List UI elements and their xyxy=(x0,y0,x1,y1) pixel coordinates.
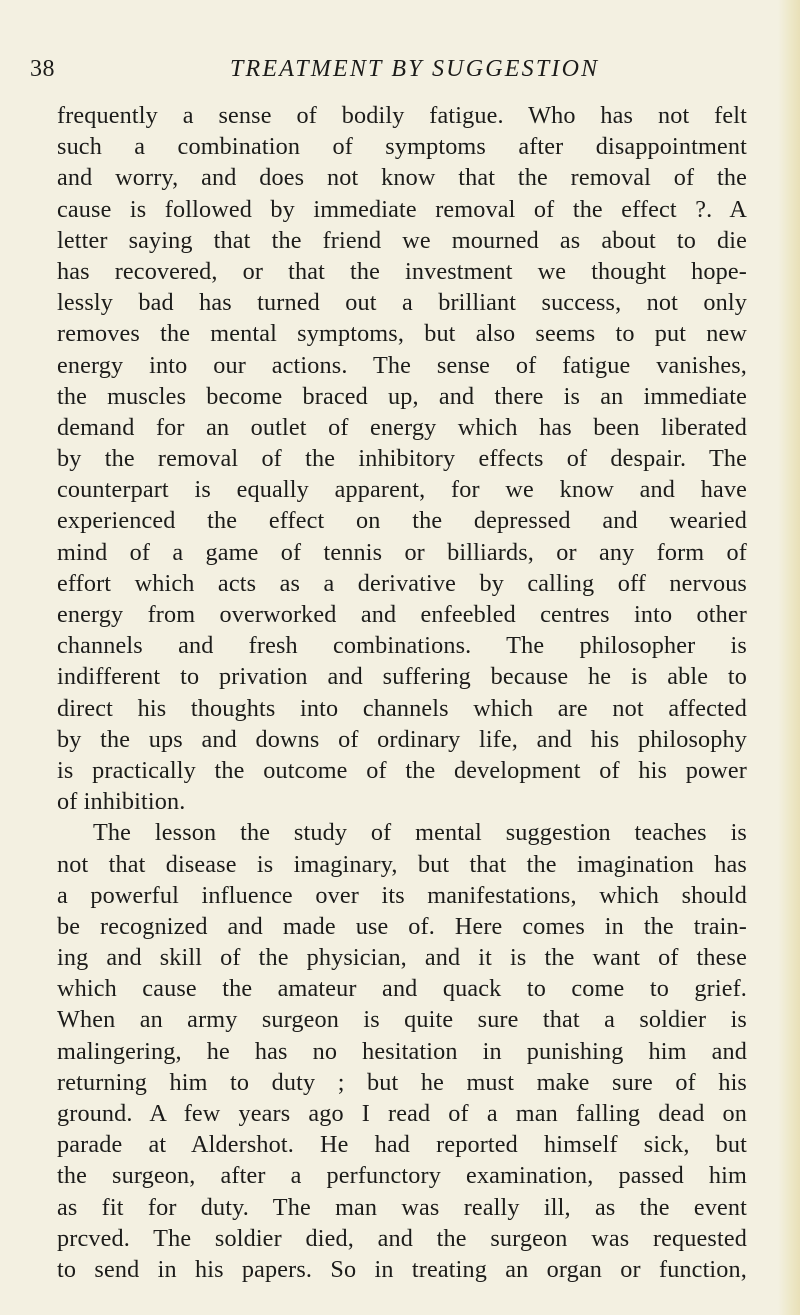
text-line: direct his thoughts into channels which are not affected xyxy=(57,694,747,722)
text-line: and worry, and does not know that the removal of the xyxy=(57,164,747,192)
text-line: effort which acts as a derivative by calling off nervous xyxy=(57,569,747,597)
text-line: has recovered, or that the investment we thought hope- xyxy=(57,257,747,285)
text-line: letter saying that the friend we mourned as about to die xyxy=(57,226,747,254)
page-header xyxy=(30,56,742,88)
text-line: demand for an outlet of energy which has been liberated xyxy=(57,413,747,441)
text-line: ing and skill of the physician, and it is the want of these xyxy=(57,944,747,972)
text-line: energy from overworked and enfeebled centres into other xyxy=(57,601,747,628)
text-line: mind of a game of tennis or billiards, or any form of xyxy=(57,538,747,566)
text-line: the muscles become braced up, and there is an immediate xyxy=(57,382,747,410)
text-line: as fit for duty. The man was really ill, as the event xyxy=(57,1193,747,1221)
page-edge-shading xyxy=(778,0,800,1315)
text-line: by the removal of the inhibitory effects of despair. The xyxy=(57,445,747,473)
text-line: which cause the amateur and quack to come to grief. xyxy=(57,975,747,1003)
text-line: prcved. The soldier died, and the surgeon was requested xyxy=(57,1224,747,1252)
text-line: is practically the outcome of the development of his power xyxy=(57,756,747,784)
text-line: When an army surgeon is quite sure that a soldier is xyxy=(57,1006,747,1034)
text-line: not that disease is imaginary, but that the imagination has xyxy=(57,850,747,878)
text-line: counterpart is equally apparent, for we know and have xyxy=(57,476,747,504)
body-text xyxy=(57,100,747,1285)
text-line: returning him to duty ; but he must make sure of his xyxy=(57,1068,747,1096)
text-line: lessly bad has turned out a brilliant success, not only xyxy=(57,289,747,317)
text-line: to send in his papers. So in treating an organ or function, xyxy=(57,1255,747,1283)
running-head: TREATMENT BY SUGGESTION xyxy=(230,56,600,82)
text-line: removes the mental symptoms, but also seems to put new xyxy=(57,320,747,348)
text-line: of inhibition. xyxy=(57,788,186,816)
text-line: parade at Aldershot. He had reported himself sick, but xyxy=(57,1131,747,1159)
text-line: experienced the effect on the depressed and wearied xyxy=(57,507,747,535)
text-line: frequently a sense of bodily fatigue. Who has not felt xyxy=(57,102,747,129)
text-line: indifferent to privation and suffering because he is able to xyxy=(57,663,747,691)
text-line: such a combination of symptoms after disappointment xyxy=(57,133,747,161)
text-line: The lesson the study of mental suggestion teaches is xyxy=(93,819,747,847)
text-line: malingering, he has no hesitation in punishing him and xyxy=(57,1037,747,1065)
text-line: be recognized and made use of. Here comes in the train- xyxy=(57,912,747,940)
text-line: the surgeon, after a perfunctory examination, passed him xyxy=(57,1162,747,1190)
text-line: channels and fresh combinations. The philosopher is xyxy=(57,632,747,660)
text-line: ground. A few years ago I read of a man falling dead on xyxy=(57,1100,747,1127)
text-line: a powerful influence over its manifestations, which should xyxy=(57,881,747,909)
page-number: 38 xyxy=(30,56,55,82)
text-line: by the ups and downs of ordinary life, and his philosophy xyxy=(57,725,747,753)
text-line: energy into our actions. The sense of fatigue vanishes, xyxy=(57,351,747,379)
text-line: cause is followed by immediate removal of the effect ?. A xyxy=(57,195,747,223)
